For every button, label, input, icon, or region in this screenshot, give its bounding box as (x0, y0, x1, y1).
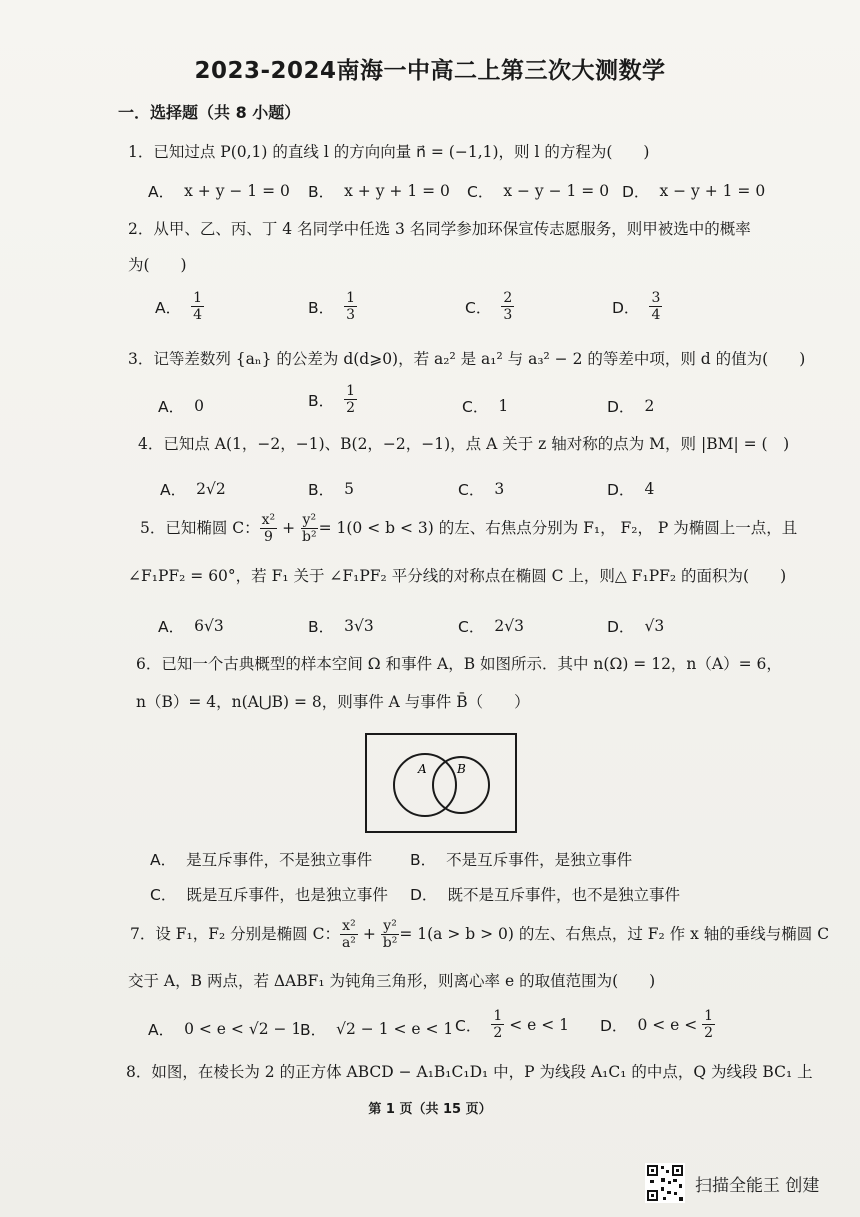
question-5-option-d: D． √3 (607, 617, 665, 636)
question-2-stem-line-1: 2．从甲、乙、丙、丁 4 名同学中任选 3 名同学参加环保宣传志愿服务，则甲被选中的概率 (128, 220, 751, 238)
venn-label-b: B (457, 762, 466, 776)
question-6-stem-line-2: n（B）= 4，n(A⋃B) = 8，则事件 A 与事件 B̄（ ） (136, 693, 530, 711)
question-6-stem-line-1: 6．已知一个古典概型的样本空间 Ω 和事件 A，B 如图所示．其中 n(Ω) = 12，n（A）= 6， (136, 655, 782, 673)
question-4-option-a: A． 2√2 (160, 480, 226, 499)
venn-svg (367, 735, 515, 831)
question-1-option-d: D． x − y + 1 = 0 (622, 182, 766, 201)
question-5-stem-line-2: ∠F₁PF₂ = 60°，若 F₁ 关于 ∠F₁PF₂ 平分线的对称点在椭圆 C 上，则△ F₁PF₂ 的面积为( ) (128, 567, 787, 585)
question-6-option-a: A． 是互斥事件，不是独立事件 (150, 851, 373, 869)
fraction: $\frac{1}{3}$ (346, 290, 356, 324)
question-4-option-c: C． 3 (458, 480, 505, 499)
question-6-option-d: D． 既不是互斥事件，也不是独立事件 (410, 886, 680, 904)
page-footer: 第 1 页（共 15 页） (368, 1102, 492, 1117)
question-6-option-b: B． 不是互斥事件，是独立事件 (410, 851, 633, 869)
question-5-option-a: A． 6√3 (158, 617, 224, 636)
fraction: $\frac{\text{x²}}{\text{a²}}$ (341, 918, 356, 952)
question-7-option-b: B． √2 − 1 < e < 1 (300, 1020, 454, 1039)
venn-label-a: A (418, 762, 427, 776)
fraction: $\frac{1}{2}$ (704, 1008, 714, 1042)
question-7-option-c: C． $\frac{1}{2}$ < e < 1 (455, 1008, 569, 1042)
watermark-text: 扫描全能王 创建 (695, 1175, 820, 1196)
question-7-option-a: A． 0 < e < √2 − 1 (148, 1020, 302, 1039)
question-7-option-d: D． 0 < e < $\frac{1}{2}$ (600, 1008, 714, 1042)
question-1-option-c: C． x − y − 1 = 0 (467, 182, 610, 201)
question-1-option-a: A． x + y − 1 = 0 (148, 182, 290, 201)
fraction: $\frac{1}{2}$ (346, 383, 356, 417)
question-7-stem-line-1: 7．设 F₁，F₂ 分别是椭圆 C： $\frac{\text{x²}}{\text{a²}}$ + $\frac{\text{y²}}{\text{b²}}$ = 1(a > b > 0) 的左、右焦点，过 F₂ 作 x 轴的垂线与椭圆 C (130, 918, 830, 952)
fraction: $\frac{\text{x²}}{9}$ (261, 512, 276, 546)
question-2-option-b: B． $\frac{1}{3}$ (308, 290, 356, 324)
fraction: $\frac{1}{4}$ (193, 290, 203, 324)
question-2-stem-line-2: 为( ) (128, 256, 187, 274)
fraction: $\frac{1}{2}$ (493, 1008, 503, 1042)
question-4-option-d: D． 4 (607, 480, 655, 499)
venn-diagram (365, 733, 517, 833)
question-1-option-b: B． x + y + 1 = 0 (308, 182, 450, 201)
question-8-stem: 8．如图，在棱长为 2 的正方体 ABCD − A₁B₁C₁D₁ 中，P 为线段 A₁C₁ 的中点，Q 为线段 BC₁ 上 (126, 1063, 813, 1081)
question-7-stem-line-2: 交于 A，B 两点，若 ΔABF₁ 为钝角三角形，则离心率 e 的取值范围为( ) (128, 972, 656, 990)
question-6-option-c: C． 既是互斥事件，也是独立事件 (150, 886, 388, 904)
question-3-option-a: A． 0 (158, 397, 204, 416)
fraction: $\frac{2}{3}$ (503, 290, 513, 324)
page-title: 2023-2024南海一中高二上第三次大测数学 (194, 58, 666, 84)
fraction: $\frac{\text{y²}}{\text{b²}}$ (382, 918, 398, 952)
question-5-option-b: B． 3√3 (308, 617, 374, 636)
scanner-watermark (645, 1163, 819, 1203)
fraction: $\frac{3}{4}$ (651, 290, 661, 324)
qr-code-icon (645, 1163, 685, 1203)
question-3-option-c: C． 1 (462, 397, 509, 416)
question-3-stem: 3．记等差数列 {aₙ} 的公差为 d(d⩾0)，若 a₂² 是 a₁² 与 a₃² − 2 的等差中项，则 d 的值为( ) (128, 350, 806, 368)
question-4-option-b: B． 5 (308, 480, 355, 499)
question-2-option-c: C． $\frac{2}{3}$ (465, 290, 513, 324)
question-2-option-d: D． $\frac{3}{4}$ (612, 290, 661, 324)
question-5-stem-line-1: 5．已知椭圆 C： $\frac{\text{x²}}{9}$ + $\frac{\text{y²}}{\text{b²}}$ = 1(0 < b < 3) 的左、右焦点分别为 F₁， F₂， P 为椭圆上一点，且 (140, 512, 798, 546)
question-2-option-a: A． $\frac{1}{4}$ (155, 290, 203, 324)
question-3-option-d: D． 2 (607, 397, 655, 416)
section-heading: 一．选择题（共 8 小题） (118, 103, 301, 122)
question-3-option-b: B． $\frac{1}{2}$ (308, 383, 356, 417)
question-1-stem: 1．已知过点 P(0,1) 的直线 l 的方向向量 n⃗ = (−1,1)，则 l 的方程为( ) (128, 143, 650, 161)
fraction: $\frac{\text{y²}}{\text{b²}}$ (302, 512, 317, 546)
question-4-stem: 4．已知点 A(1，−2，−1)、B(2，−2，−1)，点 A 关于 z 轴对称的点为 M，则 |BM| = ( ) (138, 435, 790, 453)
question-5-option-c: C． 2√3 (458, 617, 524, 636)
